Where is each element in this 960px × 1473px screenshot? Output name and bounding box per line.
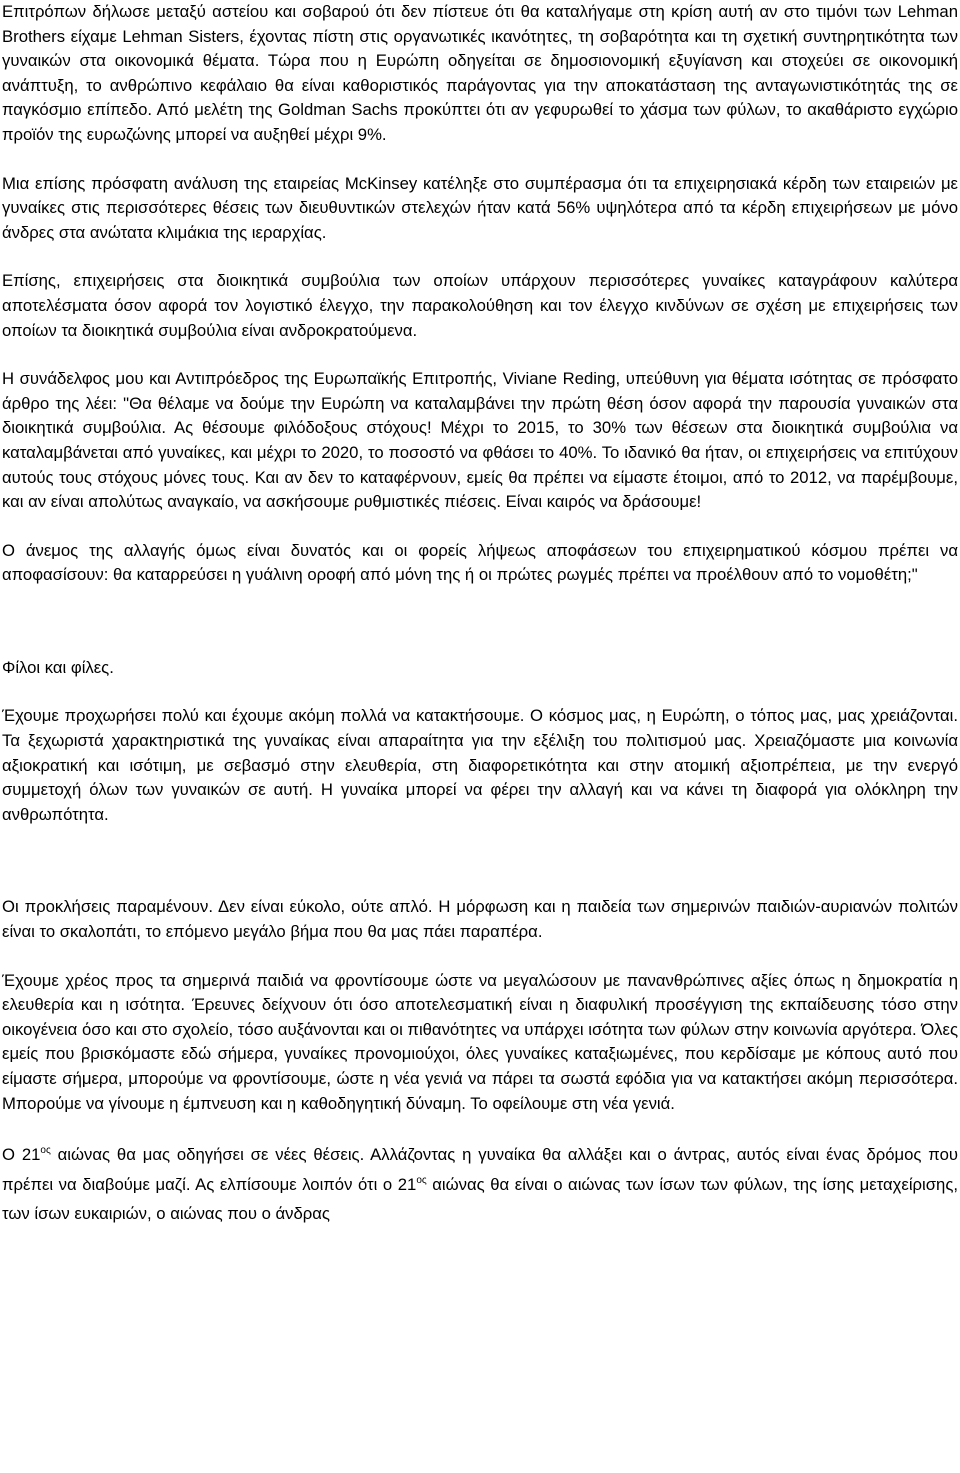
ordinal-superscript: ος	[40, 1145, 51, 1157]
paragraph-challenges: Οι προκλήσεις παραμένουν. Δεν είναι εύκολο, ούτε απλό. Η μόρφωση και η παιδεία των σημερινών παιδιών-αυριανών πολιτών είναι το σκαλοπάτι, το επόμενο μεγάλο βήμα που θα μας πάει παραπέρα.	[2, 897, 958, 942]
paragraph-wind-of-change: Ο άνεμος της αλλαγής όμως είναι δυνατός και οι φορείς λήψεως αποφάσεων του επιχειρηματικού κόσμου πρέπει να αποφασίσουν: θα καταρρεύσει η γυάλινη οροφή από μόνη της ή οι πρώτες ρωγμές πρέπει να προέλθουν από το νομοθέτη;"	[2, 540, 958, 585]
paragraph-reding-quote: Η συνάδελφος μου και Αντιπρόεδρος της Ευρωπαϊκής Επιτροπής, Viviane Reding, υπεύθυνη για θέματα ισότητας σε πρόσφατο άρθρο της λέει: "Θα θέλαμε να δούμε την Ευρώπη να καταλαμβάνει την πρώτη θέση όσον αφορά την παρουσία γυναικών στα διοικητικά συμβούλια. Ας θέσουμε φιλόδοξους στόχους! Μέχρι το 2015, το 30% των θέσεων στα διοικητικά συμβούλια να καταλαμβάνεται από γυναίκες, και μέχρι το 2020, το ποσοστό να φθάσει το 40%. Το ιδανικό θα ήταν, οι επιχειρήσεις να επιτύχουν αυτούς τους στόχους μόνες τους. Και αν δεν το καταφέρνουν, εμείς θα πρέπει να είμαστε έτοιμοι, από το 2012, να παρέμβουμε, και αν είναι απολύτως αναγκαίο, να ασκήσουμε ρυθμιστικές πιέσεις. Είναι καιρός να δράσουμε!	[2, 369, 958, 512]
paragraph-lehman: Επιτρόπων δήλωσε μεταξύ αστείου και σοβαρού ότι δεν πίστευε ότι θα καταλήγαμε στη κρίση αυτή αν στο τιμόνι των Lehman Brothers είχαμε Lehman Sisters, έχοντας πίστη στις οργανωτικές ικανότητες, τη σοβαρότητα και τη σχετική συντηρητικότητα των γυναικών στα οικονομικά θέματα. Τώρα που η Ευρώπη οδηγείται σε δημοσιονομική εξυγίανση και στοχεύει σε οικονομική ανάπτυξη, το ανθρώπινο κεφάλαιο θα είναι καθοριστικός παράγοντας για την αποκατάσταση της ανταγωνιστικότητάς της σε παγκόσμιο επίπεδο. Από μελέτη της Goldman Sachs προκύπτει ότι αν γεφυρωθεί το χάσμα των φύλων, το ακαθάριστο εγχώριο προϊόν της ευρωζώνης μπορεί να αυξηθεί μέχρι 9%.	[2, 2, 958, 144]
paragraph-21st-century	[2, 1140, 958, 1229]
text-run: αιώνας θα είναι ο αιώνας των ίσων των φύλων, της ίσης μεταχείρισης, των ίσων ευκαιριών, ο αιώνας που ο άνδρας	[2, 1174, 958, 1224]
paragraph-progress: Έχουμε προχωρήσει πολύ και έχουμε ακόμη πολλά να κατακτήσουμε. Ο κόσμος μας, η Ευρώπη, ο τόπος μας, μας χρειάζονται. Τα ξεχωριστά χαρακτηριστικά της γυναίκας είναι απαραίτητα για την εξέλιξη του πολιτισμού μας. Χρειαζόμαστε μια κοινωνία αξιοκρατική και ισότιμη, με σεβασμό στην ελευθερία, στη διαφορετικότητα και στην ατομική αξιοπρέπεια, με την ενεργό συμμετοχή όλων των γυναικών σε αυτή. Η γυναίκα μπορεί να φέρει την αλλαγή και να κάνει τη διαφορά για ολόκληρη την ανθρωπότητα.	[2, 706, 958, 824]
paragraph-greeting: Φίλοι και φίλες.	[2, 657, 114, 677]
text-run: αιώνας θα μας οδηγήσει σε νέες θέσεις. Αλλάζοντας η γυναίκα θα αλλάξει και ο άντρας, αυτός είναι ένας δρόμος που πρέπει να διαβούμε μαζί. Ας ελπίσουμε λοιπόν ότι ο 21	[2, 1145, 958, 1194]
paragraph-boards: Επίσης, επιχειρήσεις στα διοικητικά συμβούλια των οποίων υπάρχουν περισσότερες γυναίκες καταγράφουν καλύτερα αποτελέσματα όσον αφορά τον λογιστικό έλεγχο, την παρακολούθηση και τον έλεγχο κινδύνων σε σχέση με επιχειρήσεις των οποίων τα διοικητικά συμβούλια είναι ανδροκρατούμενα.	[2, 271, 958, 340]
ordinal-superscript: ος	[416, 1174, 427, 1186]
text-run: Ο 21	[2, 1145, 41, 1165]
paragraph-mckinsey: Μια επίσης πρόσφατη ανάλυση της εταιρείας McKinsey κατέληξε στο συμπέρασμα ότι τα επιχειρησιακά κέρδη των εταιρειών με γυναίκες στις περισσότερες θέσεις των διευθυντικών στελεχών ήταν κατά 56% υψηλότερα από τα κέρδη επιχειρήσεων με μόνο άνδρες στα ανώτατα κλιμάκια της ιεραρχίας.	[2, 173, 958, 242]
paragraph-duty-to-children: Έχουμε χρέος προς τα σημερινά παιδιά να φροντίσουμε ώστε να μεγαλώσουν με πανανθρώπινες αξίες όπως η δημοκρατία η ελευθερία και η ισότητα. Έρευνες δείχνουν ότι όσο αποτελεσματική είναι η διαφυλική προσέγγιση της εκπαίδευσης τόσο στην οικογένεια όσο και στο σχολείο, τόσο αυξάνονται και οι πιθανότητες να υπάρχει ισότητα των φύλων στην κοινωνία αργότερα. Όλες εμείς που βρισκόμαστε εδώ σήμερα, γυναίκες προνομιούχοι, όλες γυναίκες καταξιωμένες, που κερδίσαμε με κόπους αυτό που είμαστε σήμερα, μπορούμε να φροντίσουμε, ώστε η νέα γενιά να πάρει τα σωστά εφόδια για να κατακτήσει ακόμη περισσότερα. Μπορούμε να γίνουμε η έμπνευση και η καθοδηγητική δύναμη. Το οφείλουμε στη νέα γενιά.	[2, 970, 958, 1113]
document-page	[2, 0, 958, 1229]
